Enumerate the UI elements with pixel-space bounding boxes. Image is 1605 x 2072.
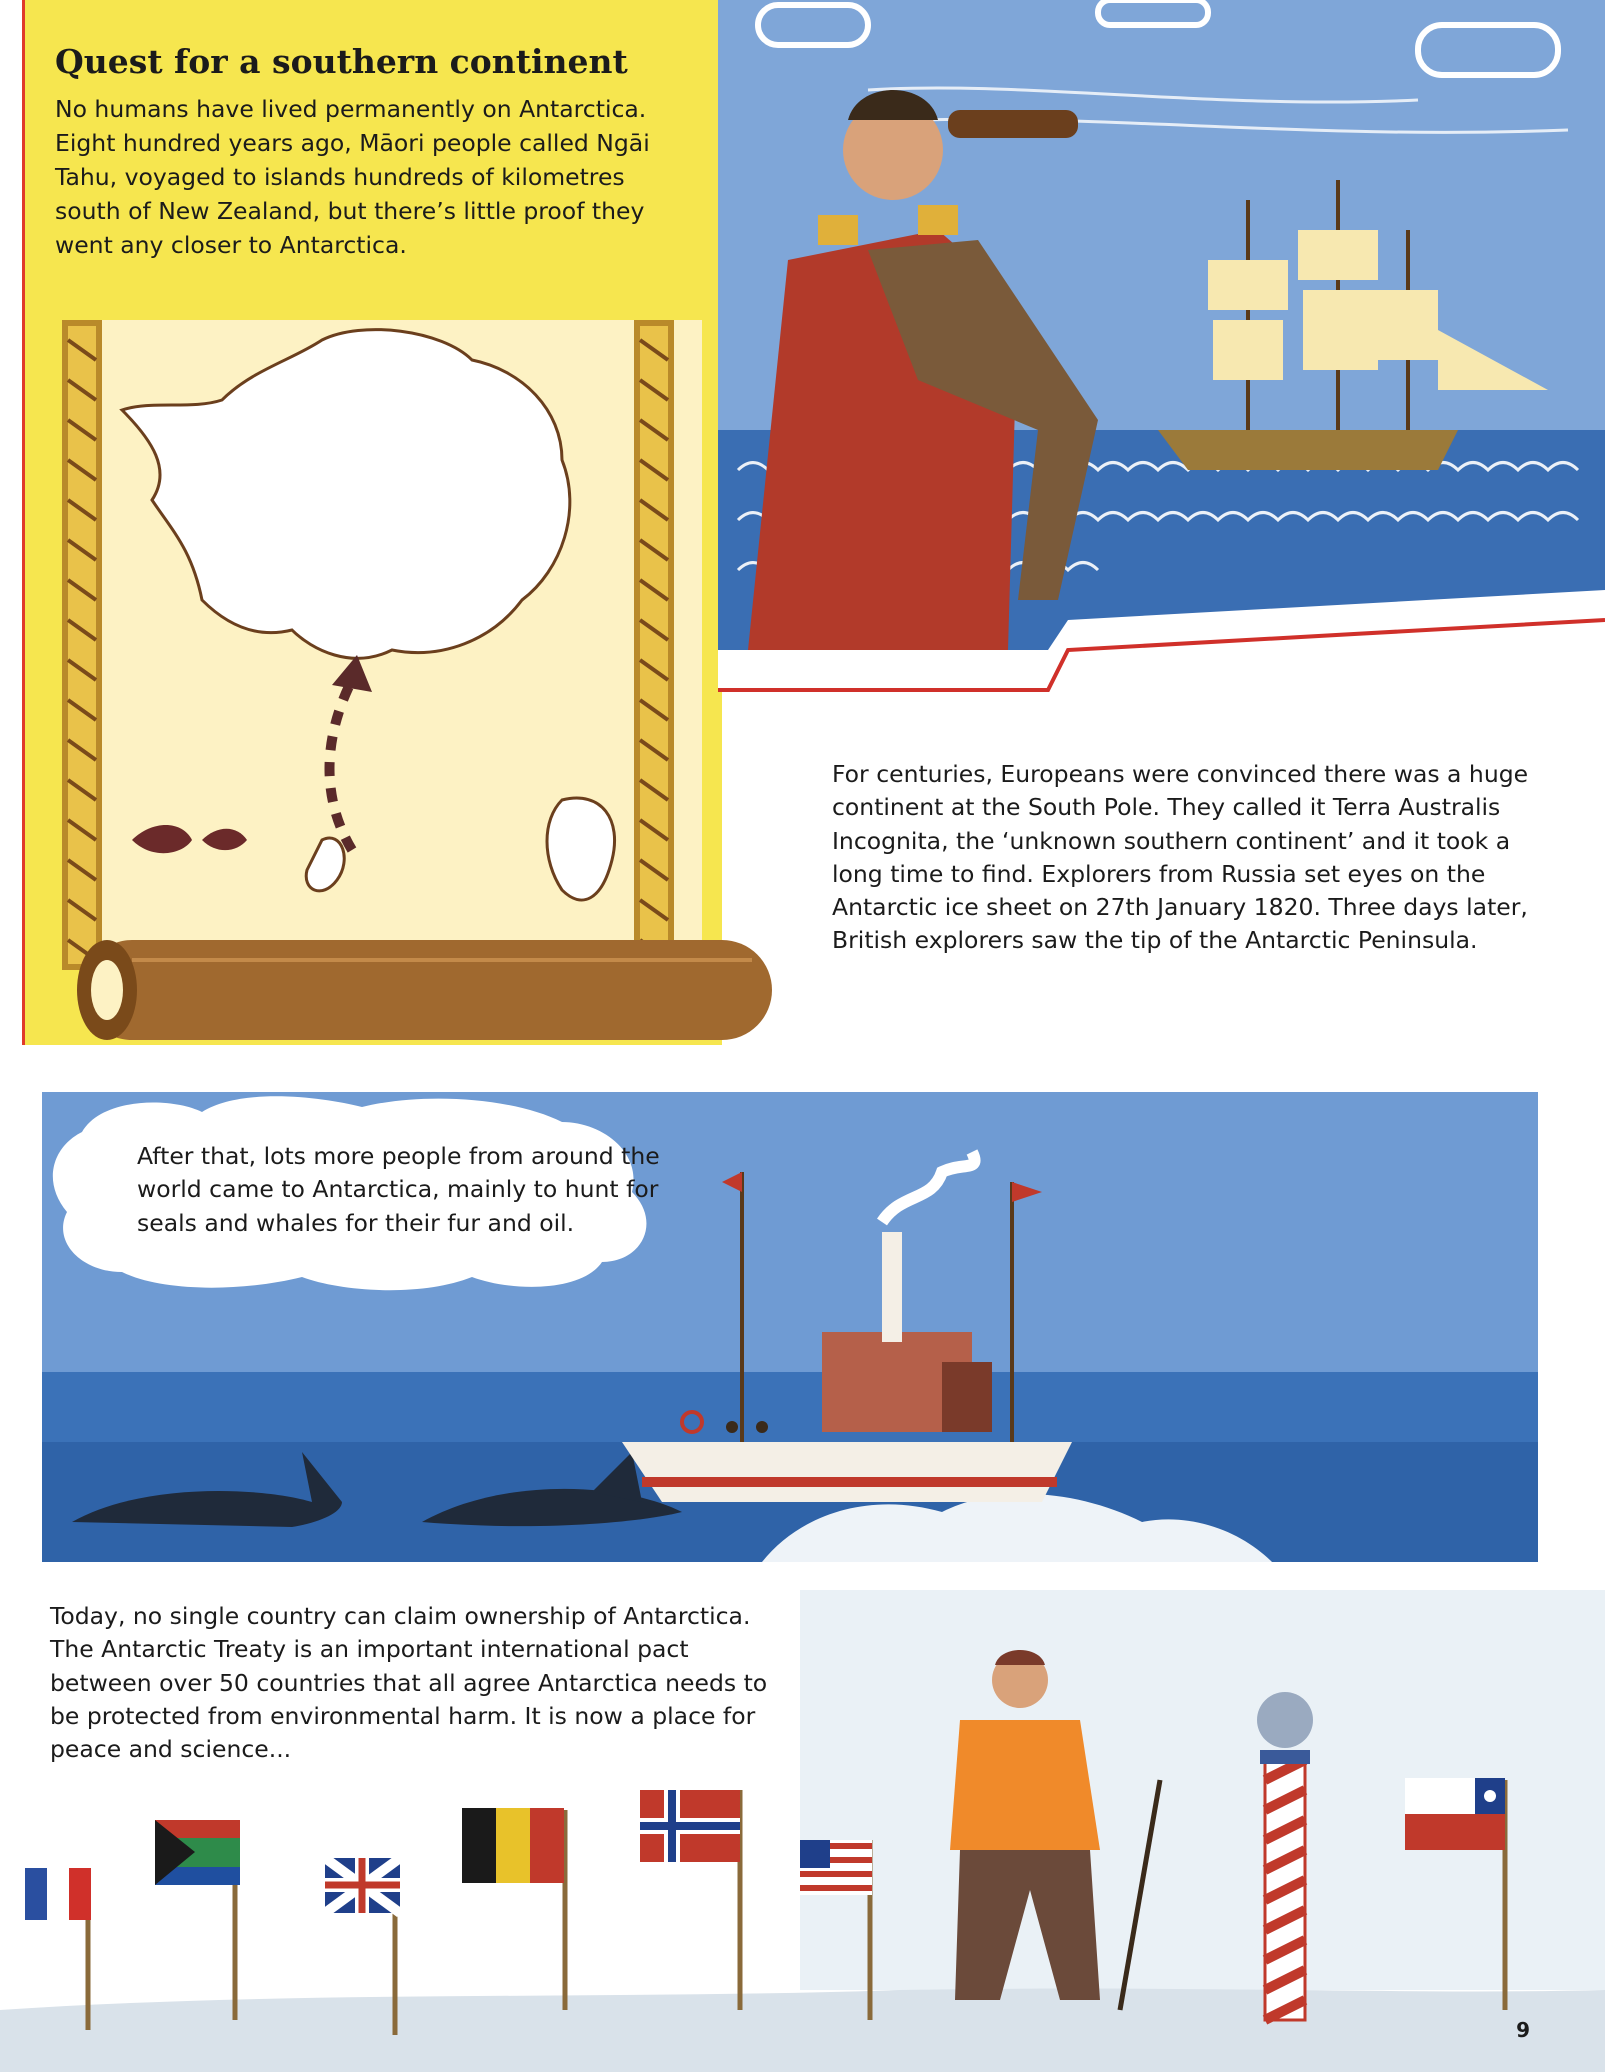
antarctica-map-scroll <box>22 300 782 1060</box>
hunting-paragraph: After that, lots more people from around the world came to Antarctica, mainly to hunt for seals and whales for their fur and oil. <box>137 1142 660 1237</box>
map-border-right <box>634 320 674 970</box>
belgium-flag <box>462 1808 565 2010</box>
page-number: 9 <box>1516 2018 1530 2042</box>
intro-paragraph: No humans have lived permanently on Antarctica. Eight hundred years ago, Māori people called Ngāi Tahu, voyaged to islands hundreds of kilometres south of New Zealand, but there’s little proof they went any closer to Antarctica. <box>55 95 650 259</box>
map-border-left <box>62 320 102 970</box>
telescope-icon <box>948 110 1078 138</box>
treaty-paragraph: Today, no single country can claim ownership of Antarctica. The Antarctic Treaty is an important international pact between over 50 countries that all agree Antarctica needs to be protected from environmental harm. It is now a place for peace and science... <box>50 1602 768 1764</box>
page-title: Quest for a southern continent <box>55 42 628 81</box>
scroll-roll <box>82 940 772 1040</box>
terra-australis-paragraph: For centuries, Europeans were convinced there was a huge continent at the South Pole. They called it Terra Australis Incognita, the ‘unknown southern continent’ and it took a long time to find. Explorers from Russia set eyes on the Antarctic ice sheet on 27th January 1820. Three days later, British explorers saw the tip of the Antarctic Peninsula. <box>832 760 1529 955</box>
explorer-scene <box>718 0 1605 700</box>
norway-flag <box>640 1790 740 2010</box>
south-africa-flag <box>155 1820 240 2020</box>
snow-ground <box>0 1989 1605 2072</box>
